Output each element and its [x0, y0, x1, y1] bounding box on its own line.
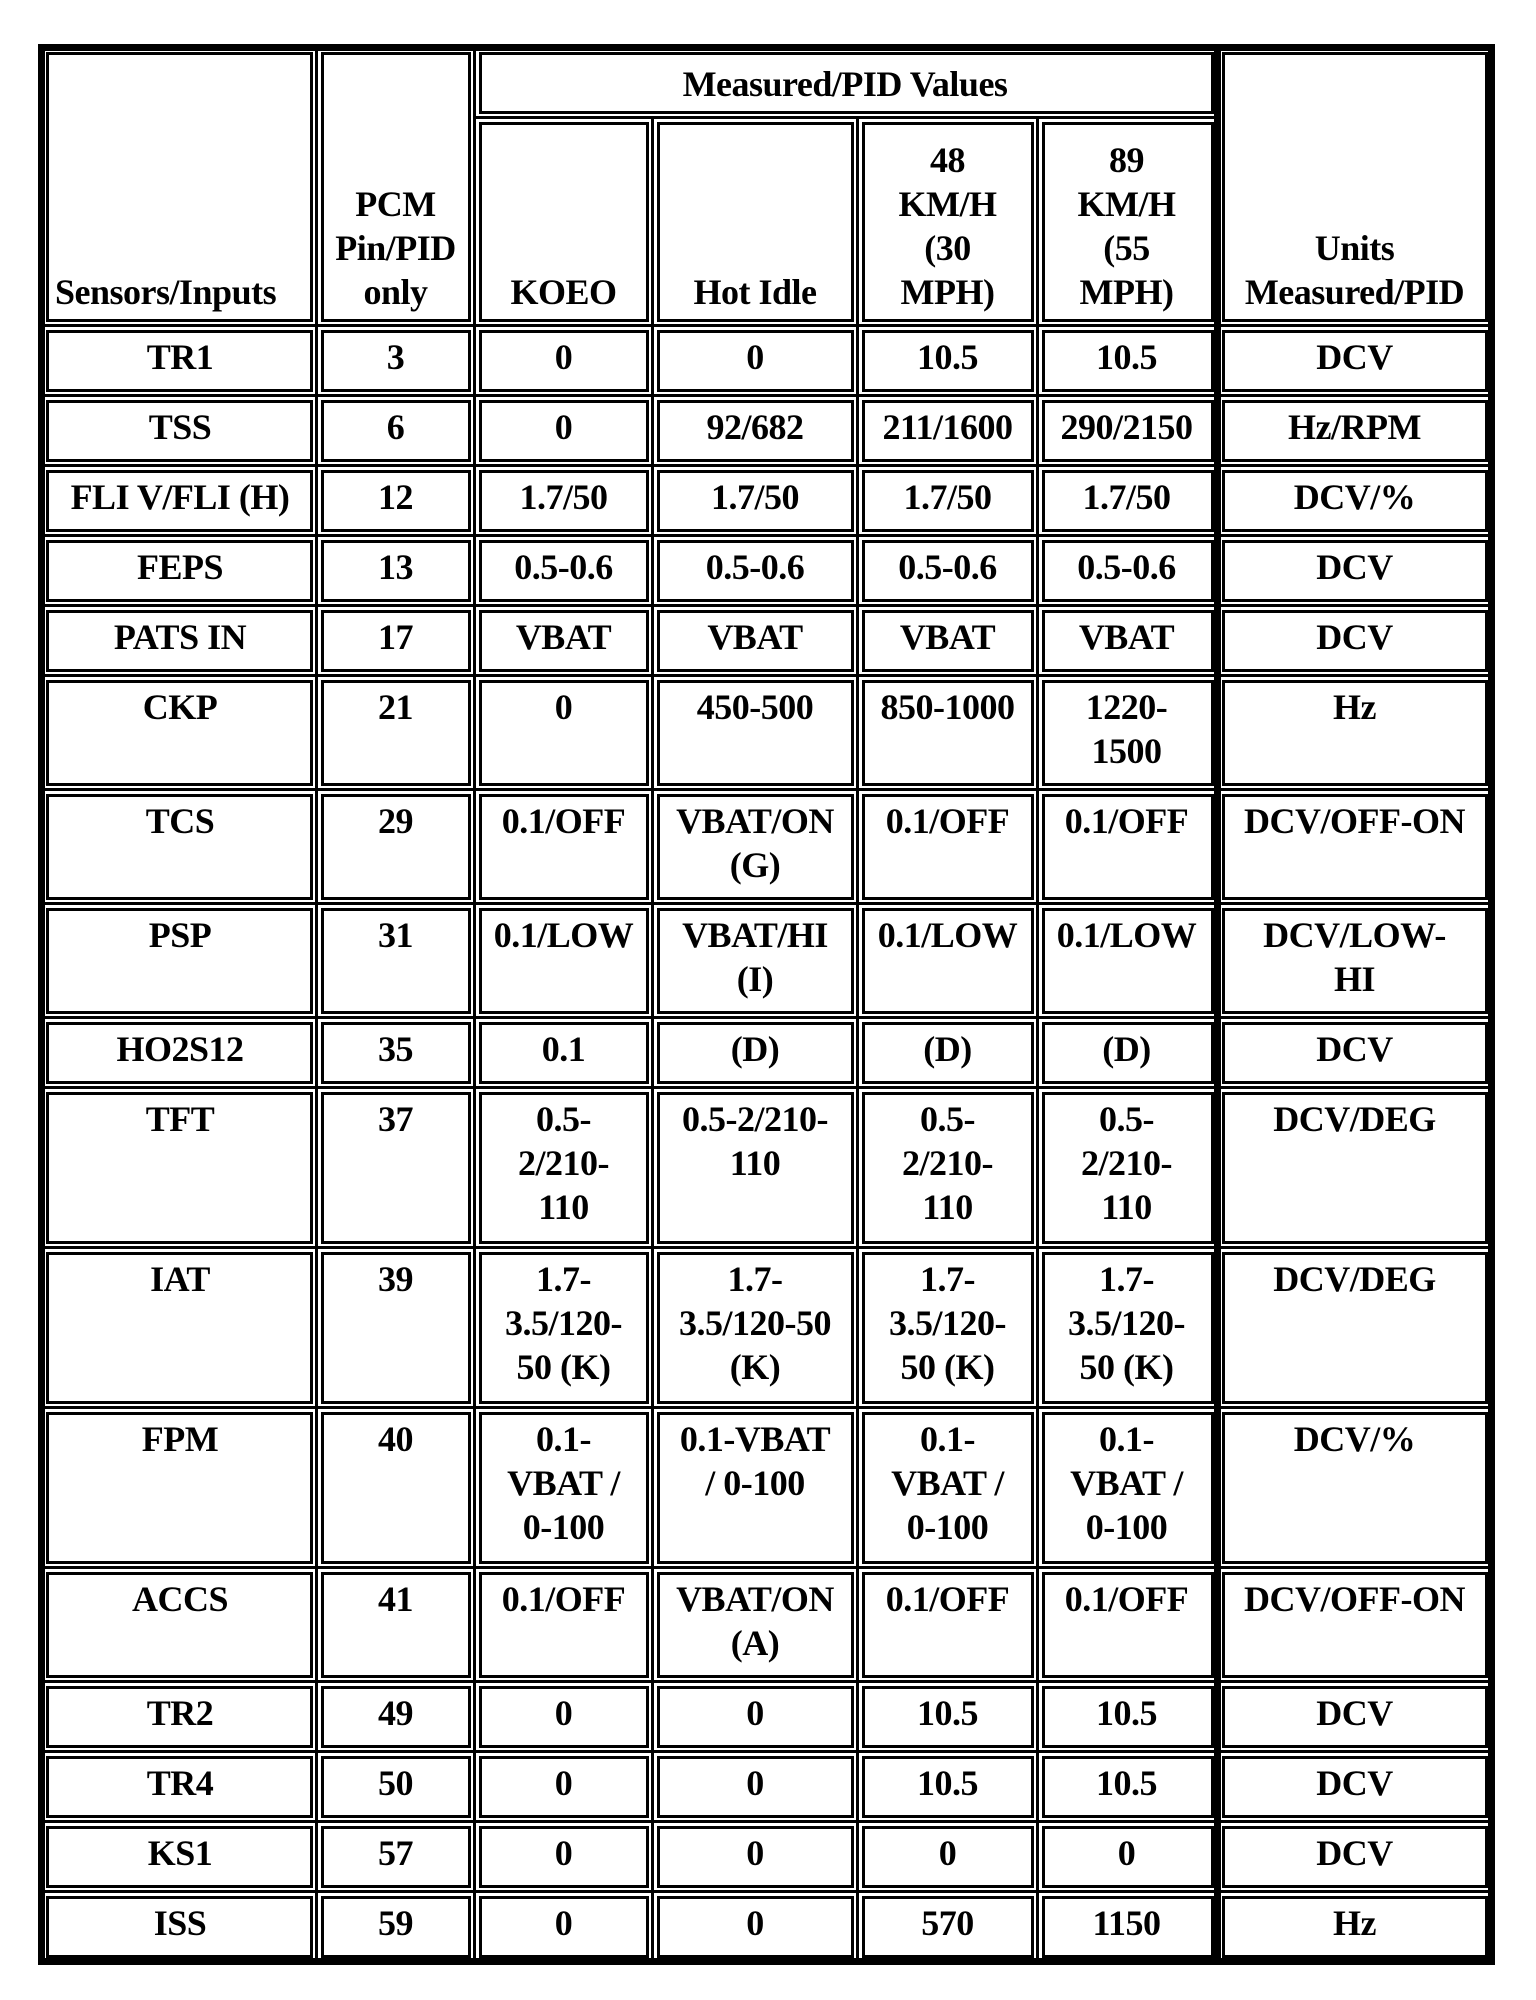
hot-idle-cell: 0 [653, 1752, 858, 1822]
speed-48-cell: 0.5-0.6 [858, 536, 1038, 606]
pin-cell: 39 [317, 1248, 475, 1408]
hot-idle-cell: VBAT [653, 606, 858, 676]
table-row [42, 1822, 1492, 1892]
koeo-cell: 0 [475, 676, 653, 790]
hot-idle-cell: 0.5-2/210- 110 [653, 1088, 858, 1248]
table-row [42, 606, 1492, 676]
speed-48-cell: 0.5- 2/210- 110 [858, 1088, 1038, 1248]
pin-cell: 12 [317, 466, 475, 536]
units-cell: Hz/RPM [1218, 396, 1492, 466]
pin-cell: 17 [317, 606, 475, 676]
speed-89-cell: 0.5- 2/210- 110 [1038, 1088, 1218, 1248]
speed-48-cell: VBAT [858, 606, 1038, 676]
speed-89-cell: 1.7/50 [1038, 466, 1218, 536]
koeo-cell: 0.5-0.6 [475, 536, 653, 606]
table-row [42, 1408, 1492, 1568]
sensor-cell: TFT [42, 1088, 317, 1248]
koeo-cell: 0.1/OFF [475, 1568, 653, 1682]
table-row [42, 676, 1492, 790]
speed-48-cell: 0.1/OFF [858, 790, 1038, 904]
hot-idle-cell: VBAT/ON (A) [653, 1568, 858, 1682]
units-cell: DCV/% [1218, 466, 1492, 536]
sensor-cell: PSP [42, 904, 317, 1018]
speed-89-cell: 290/2150 [1038, 396, 1218, 466]
sensor-cell: FLI V/FLI (H) [42, 466, 317, 536]
hot-idle-cell: 1.7/50 [653, 466, 858, 536]
speed-89-cell: 1150 [1038, 1892, 1218, 1962]
sensor-cell: TSS [42, 396, 317, 466]
units-cell: DCV [1218, 536, 1492, 606]
hot-idle-cell: 0 [653, 1892, 858, 1962]
units-cell: DCV/DEG [1218, 1248, 1492, 1408]
pin-cell: 41 [317, 1568, 475, 1682]
hot-idle-header: Hot Idle [653, 118, 858, 326]
speed-89-cell: 10.5 [1038, 326, 1218, 396]
units-cell: DCV [1218, 326, 1492, 396]
table-row [42, 1682, 1492, 1752]
units-cell: Hz [1218, 676, 1492, 790]
pid-values-table [38, 44, 1495, 1965]
speed-48-cell: 0 [858, 1822, 1038, 1892]
speed-89-cell: 0.5-0.6 [1038, 536, 1218, 606]
table-row [42, 1752, 1492, 1822]
hot-idle-cell: VBAT/ON (G) [653, 790, 858, 904]
koeo-cell: 1.7/50 [475, 466, 653, 536]
koeo-cell: 0.1/OFF [475, 790, 653, 904]
hot-idle-cell: 0.1-VBAT / 0-100 [653, 1408, 858, 1568]
koeo-cell: 0.5- 2/210- 110 [475, 1088, 653, 1248]
hot-idle-cell: 0 [653, 1682, 858, 1752]
hot-idle-cell: VBAT/HI (I) [653, 904, 858, 1018]
speed-48-cell: 10.5 [858, 1752, 1038, 1822]
pin-cell: 6 [317, 396, 475, 466]
sensor-cell: FEPS [42, 536, 317, 606]
speed-89-header: 89 KM/H (55 MPH) [1038, 118, 1218, 326]
koeo-header: KOEO [475, 118, 653, 326]
hot-idle-cell: 0 [653, 1822, 858, 1892]
pin-cell: 57 [317, 1822, 475, 1892]
koeo-cell: 1.7- 3.5/120- 50 (K) [475, 1248, 653, 1408]
koeo-cell: 0 [475, 396, 653, 466]
speed-48-cell: 211/1600 [858, 396, 1038, 466]
sensor-cell: PATS IN [42, 606, 317, 676]
pin-cell: 40 [317, 1408, 475, 1568]
pin-cell: 35 [317, 1018, 475, 1088]
speed-48-cell: 10.5 [858, 326, 1038, 396]
table-row [42, 396, 1492, 466]
table-row [42, 536, 1492, 606]
sensor-cell: TCS [42, 790, 317, 904]
table-row [42, 1088, 1492, 1248]
units-header: Units Measured/PID [1218, 48, 1492, 326]
sensor-cell: CKP [42, 676, 317, 790]
sensor-cell: ACCS [42, 1568, 317, 1682]
table-row [42, 326, 1492, 396]
speed-89-cell: 10.5 [1038, 1682, 1218, 1752]
speed-89-cell: 0.1- VBAT / 0-100 [1038, 1408, 1218, 1568]
koeo-cell: 0 [475, 1892, 653, 1962]
units-cell: DCV [1218, 1752, 1492, 1822]
speed-89-cell: 10.5 [1038, 1752, 1218, 1822]
table-row [42, 1892, 1492, 1962]
pin-cell: 37 [317, 1088, 475, 1248]
units-cell: DCV/% [1218, 1408, 1492, 1568]
sensor-cell: HO2S12 [42, 1018, 317, 1088]
units-cell: DCV [1218, 1682, 1492, 1752]
units-cell: DCV [1218, 1822, 1492, 1892]
units-cell: DCV/LOW- HI [1218, 904, 1492, 1018]
speed-48-cell: 850-1000 [858, 676, 1038, 790]
table-row [42, 1568, 1492, 1682]
units-cell: DCV/DEG [1218, 1088, 1492, 1248]
table-row [42, 466, 1492, 536]
speed-48-cell: 0.1/LOW [858, 904, 1038, 1018]
sensor-cell: IAT [42, 1248, 317, 1408]
speed-48-header: 48 KM/H (30 MPH) [858, 118, 1038, 326]
sensor-cell: TR2 [42, 1682, 317, 1752]
hot-idle-cell: 0 [653, 326, 858, 396]
speed-89-cell: 0.1/LOW [1038, 904, 1218, 1018]
pin-cell: 59 [317, 1892, 475, 1962]
speed-48-cell: 1.7/50 [858, 466, 1038, 536]
units-cell: DCV/OFF-ON [1218, 1568, 1492, 1682]
sensors-inputs-header: Sensors/Inputs [42, 48, 317, 326]
speed-89-cell: 0 [1038, 1822, 1218, 1892]
sensor-cell: TR1 [42, 326, 317, 396]
speed-89-cell: 0.1/OFF [1038, 1568, 1218, 1682]
pin-cell: 49 [317, 1682, 475, 1752]
koeo-cell: 0.1 [475, 1018, 653, 1088]
table-row [42, 1248, 1492, 1408]
speed-89-cell: 0.1/OFF [1038, 790, 1218, 904]
koeo-cell: 0.1- VBAT / 0-100 [475, 1408, 653, 1568]
speed-48-cell: (D) [858, 1018, 1038, 1088]
pin-cell: 21 [317, 676, 475, 790]
speed-89-cell: (D) [1038, 1018, 1218, 1088]
table-row [42, 790, 1492, 904]
speed-48-cell: 0.1/OFF [858, 1568, 1038, 1682]
units-cell: DCV/OFF-ON [1218, 790, 1492, 904]
speed-89-cell: VBAT [1038, 606, 1218, 676]
speed-48-cell: 570 [858, 1892, 1038, 1962]
hot-idle-cell: 0.5-0.6 [653, 536, 858, 606]
sensor-cell: ISS [42, 1892, 317, 1962]
table-row [42, 1018, 1492, 1088]
table-row [42, 904, 1492, 1018]
header-row-top [42, 48, 1492, 118]
koeo-cell: 0 [475, 1822, 653, 1892]
pcm-pin-header: PCM Pin/PID only [317, 48, 475, 326]
hot-idle-cell: 92/682 [653, 396, 858, 466]
pin-cell: 29 [317, 790, 475, 904]
koeo-cell: 0 [475, 1752, 653, 1822]
pin-cell: 50 [317, 1752, 475, 1822]
koeo-cell: 0.1/LOW [475, 904, 653, 1018]
hot-idle-cell: (D) [653, 1018, 858, 1088]
sensor-cell: FPM [42, 1408, 317, 1568]
speed-89-cell: 1.7- 3.5/120- 50 (K) [1038, 1248, 1218, 1408]
units-cell: Hz [1218, 1892, 1492, 1962]
koeo-cell: 0 [475, 1682, 653, 1752]
koeo-cell: 0 [475, 326, 653, 396]
hot-idle-cell: 450-500 [653, 676, 858, 790]
pin-cell: 31 [317, 904, 475, 1018]
speed-89-cell: 1220- 1500 [1038, 676, 1218, 790]
sensor-cell: TR4 [42, 1752, 317, 1822]
koeo-cell: VBAT [475, 606, 653, 676]
sensor-cell: KS1 [42, 1822, 317, 1892]
hot-idle-cell: 1.7- 3.5/120-50 (K) [653, 1248, 858, 1408]
units-cell: DCV [1218, 1018, 1492, 1088]
measured-pid-values-header: Measured/PID Values [475, 48, 1218, 118]
speed-48-cell: 10.5 [858, 1682, 1038, 1752]
units-cell: DCV [1218, 606, 1492, 676]
pin-cell: 13 [317, 536, 475, 606]
speed-48-cell: 1.7- 3.5/120- 50 (K) [858, 1248, 1038, 1408]
speed-48-cell: 0.1- VBAT / 0-100 [858, 1408, 1038, 1568]
pin-cell: 3 [317, 326, 475, 396]
